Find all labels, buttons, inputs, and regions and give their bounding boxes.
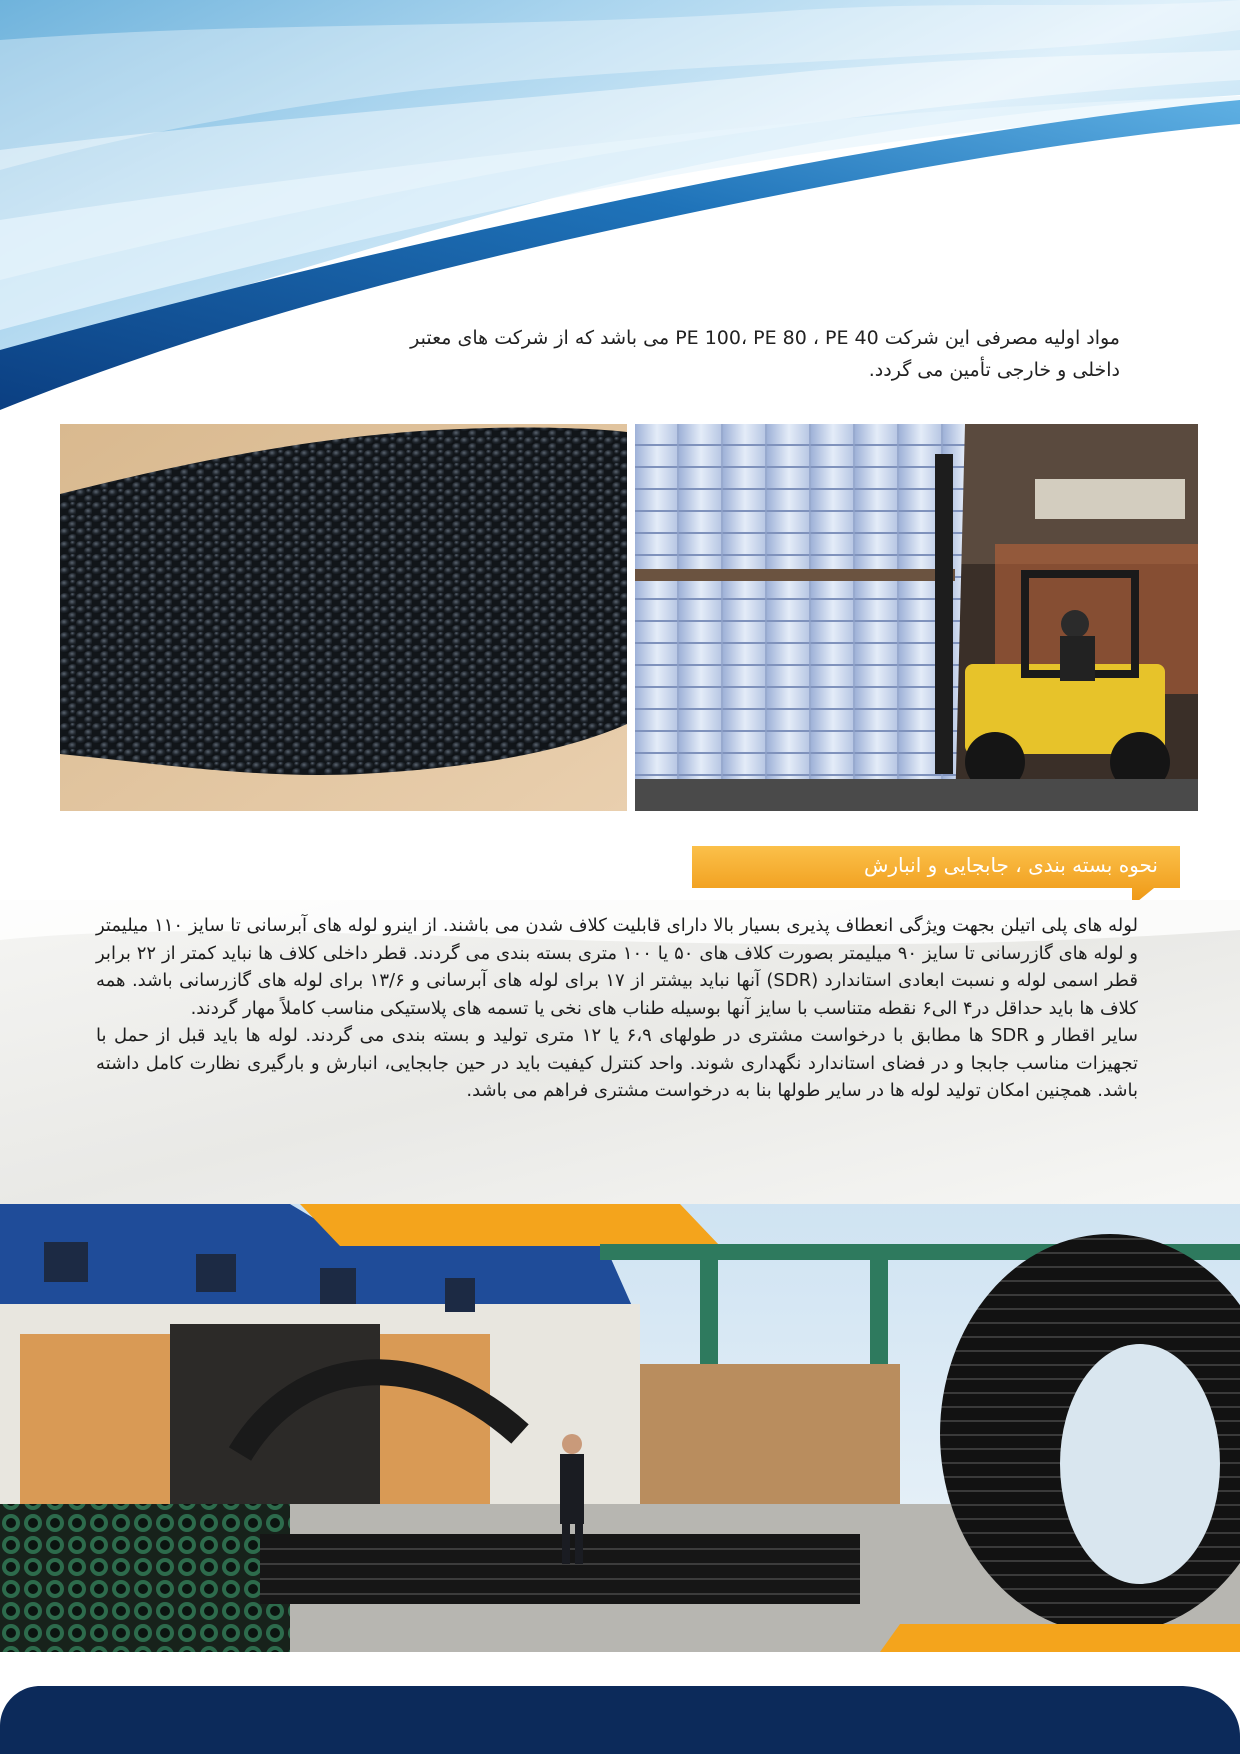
factory-pipes-photo — [0, 1204, 1240, 1652]
intro-line-1: مواد اولیه مصرفی این شرکت PE 100، PE 80 ، PE 40 می باشد که از شرکت های معتبر — [410, 327, 1120, 349]
packaging-body-text — [96, 912, 1138, 1105]
warehouse-forklift-photo — [635, 424, 1198, 811]
footer-band — [0, 1686, 1240, 1754]
polyethylene-granules-photo — [60, 424, 627, 811]
intro-paragraph — [360, 322, 1120, 386]
body-paragraph-1: لوله های پلی اتیلن بجهت ویژگی انعطاف پذیری بسیار بالا دارای قابلیت کلاف شدن می باشند. از اینرو لوله های آبرسانی تا سایز ۱۱۰ میلیمتر و لوله های گازرسانی تا سایز ۹۰ میلیمتر بصورت کلاف های ۵۰ یا ۱۰۰ متری بسته بندی می گردند. قطر داخلی کلاف ها نباید کمتر از ۲۲ برابر قطر اسمی لوله و نسبت ابعادی استاندارد (SDR) آنها نباید بیشتر از ۱۷ برای لوله های آبرسانی و ۱۳/۶ برای لوله های گازرسانی باشد. همه کلاف ها باید حداقل در۴ الی۶ نقطه متناسب با سایز آنها بوسیله طناب های نخی یا تسمه های پلاستیکی مناسب کاملاً مهار گردند. — [96, 915, 1138, 1019]
body-paragraph-2: سایر اقطار و SDR ها مطابق با درخواست مشتری در طولهای ۶،۹ یا ۱۲ متری تولید و بسته بندی می گردند. لوله ها باید قبل از حمل با تجهیزات مناسب جابجا و در فضای استاندارد نگهداری شوند. واحد کنترل کیفیت باید در حین جابجایی، انبارش و بارگیری نظارت کامل داشته باشد. همچنین امکان تولید لوله ها در سایر طولها بنا به درخواست مشتری فراهم می باشد. — [96, 1025, 1138, 1101]
section-heading-title: نحوه بسته بندی ، جابجایی و انبارش — [863, 853, 1158, 877]
intro-line-2: داخلی و خارجی تأمین می گردد. — [868, 359, 1120, 381]
